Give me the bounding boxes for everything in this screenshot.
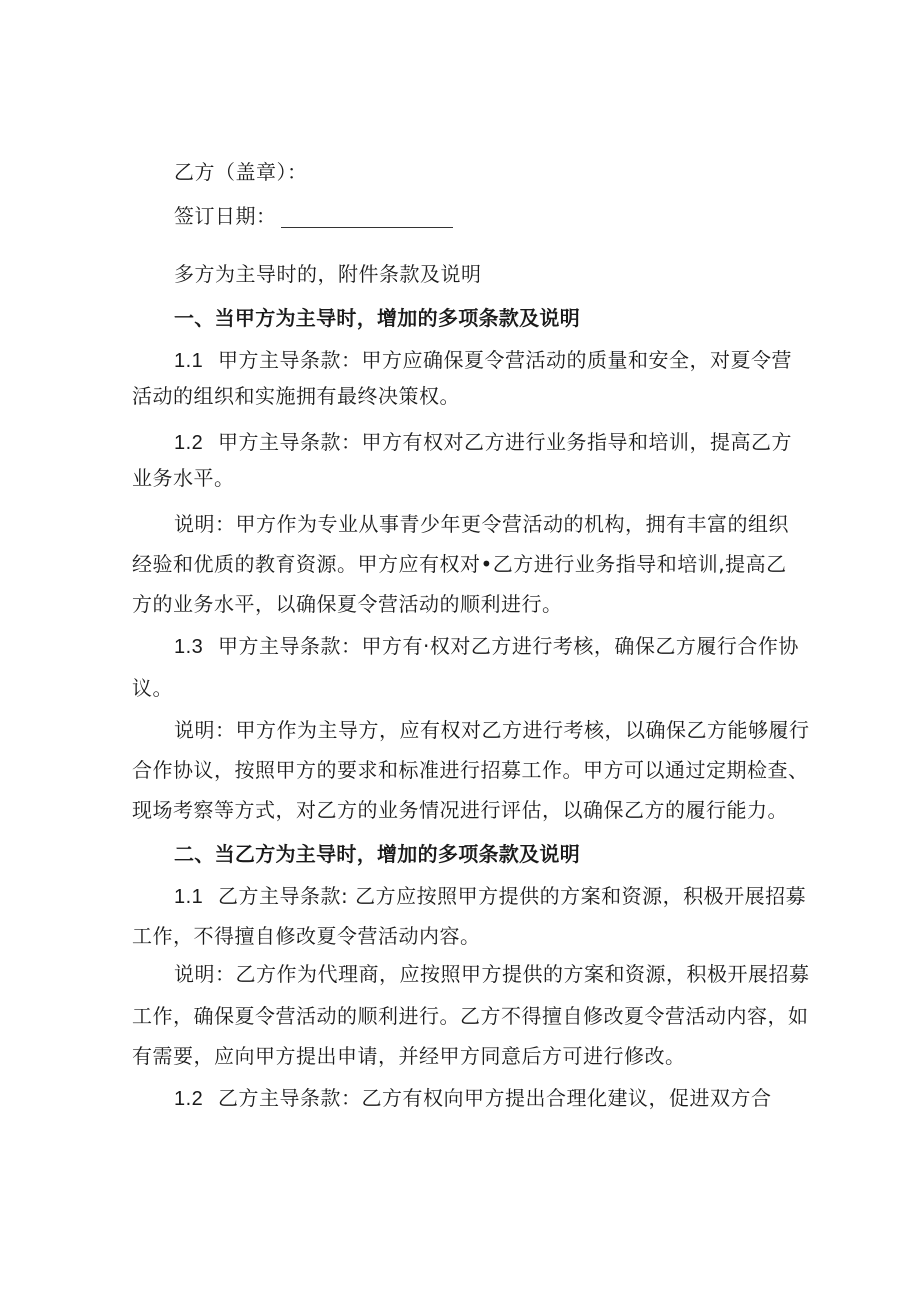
s1-clause-1-1-number: 1.1 (174, 350, 204, 372)
s1-clause-1-3-number: 1.3 (174, 636, 204, 658)
s2-clause-1-1-line2: 工作，不得擅自修改夏令营活动内容。 (132, 924, 481, 948)
s2-clause-1-1-line1 (174, 884, 806, 909)
s2-clause-1-2-text: 乙方主导条款：乙方有权向甲方提出合理化建议，促进双方合 (218, 1086, 772, 1110)
s1-clause-1-2-text: 甲方主导条款：甲方有权对乙方进行业务指导和培训，提高乙方 (218, 430, 792, 454)
s1-clause-1-2-line1 (174, 430, 792, 455)
s1-clause-1-1-text: 甲方主导条款：甲方应确保夏令营活动的质量和安全，对夏令营 (218, 348, 792, 372)
s1-note1-line2: 经验和优质的教育资源。甲方应有权对•乙方进行业务指导和培训,提高乙 (132, 552, 787, 576)
s1-note2-line3: 现场考察等方式，对乙方的业务情况进行评估，以确保乙方的履行能力。 (132, 798, 788, 822)
s2-note1-line3: 有需要，应向甲方提出申请，并经甲方同意后方可进行修改。 (132, 1044, 686, 1068)
s2-clause-1-2-line1 (174, 1086, 772, 1111)
s1-clause-1-2-line2: 业务水平。 (132, 466, 235, 490)
s2-clause-1-1-number: 1.1 (174, 886, 204, 908)
section1-heading: 一、当甲方为主导时，增加的多项条款及说明 (174, 306, 580, 330)
s1-clause-1-3-line1 (174, 634, 799, 659)
s2-clause-1-2-number: 1.2 (174, 1088, 204, 1110)
signing-date-label: 签订日期： (174, 204, 277, 228)
s2-clause-1-1-text: 乙方主导条款: 乙方应按照甲方提供的方案和资源，积极开展招募 (218, 884, 807, 908)
s1-clause-1-3-text: 甲方主导条款：甲方有·权对乙方进行考核，确保乙方履行合作协 (218, 634, 799, 658)
s1-clause-1-3-line2: 议。 (132, 676, 173, 700)
s1-clause-1-1-line1 (174, 348, 792, 373)
s1-clause-1-2-number: 1.2 (174, 432, 204, 454)
s1-note2-line1: 说明：甲方作为主导方，应有权对乙方进行考核，以确保乙方能够履行 (174, 718, 810, 742)
signing-date-blank (281, 209, 453, 228)
s2-note1-line1: 说明：乙方作为代理商，应按照甲方提供的方案和资源，积极开展招募 (174, 962, 810, 986)
party-b-seal-line: 乙方（盖章）： (174, 160, 308, 184)
signing-date-line (174, 204, 453, 228)
s1-note2-line2: 合作协议，按照甲方的要求和标准进行招募工作。甲方可以通过定期检查、 (132, 758, 809, 782)
section2-heading: 二、当乙方为主导时，增加的多项条款及说明 (174, 842, 580, 866)
s1-clause-1-1-line2: 活动的组织和实施拥有最终决策权。 (132, 384, 460, 408)
s1-note1-line3: 方的业务水平，以确保夏令营活动的顺利进行。 (132, 592, 563, 616)
s2-note1-line2: 工作，确保夏令营活动的顺利进行。乙方不得擅自修改夏令营活动内容，如 (132, 1004, 809, 1028)
s1-note1-line1: 说明：甲方作为专业从事青少年更令营活动的机构，拥有丰富的组织 (174, 512, 789, 536)
intro-title: 多方为主导时的，附件条款及说明 (174, 262, 482, 286)
